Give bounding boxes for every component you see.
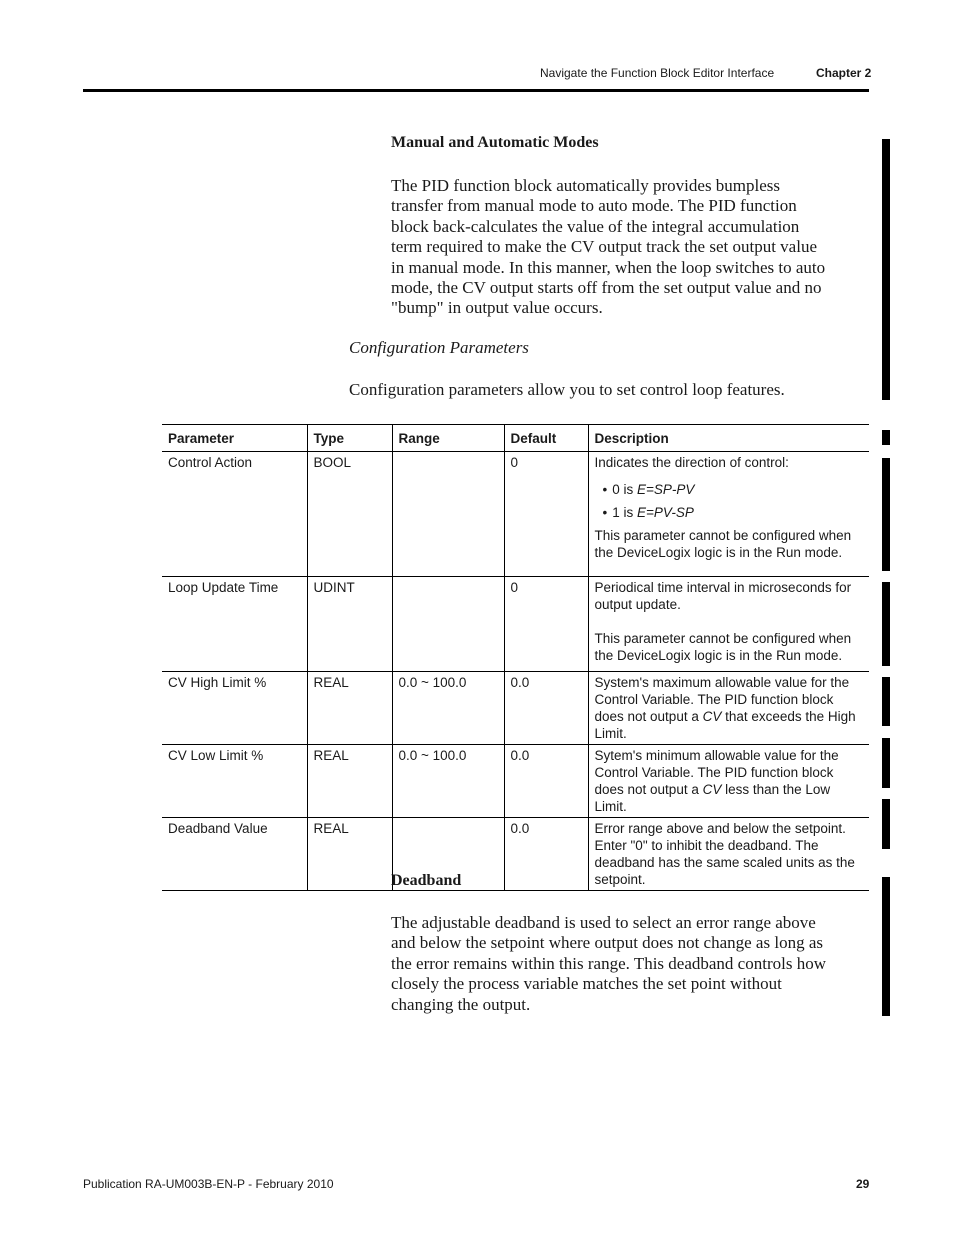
bullet-item [603, 504, 864, 521]
description-text: System's maximum allowable value for the Control Variable. The PID function block does not output a [594, 675, 850, 724]
paragraph-line: The PID function block automatically provides bumpless [391, 176, 781, 195]
cell-type: UDINT [307, 577, 392, 672]
table-row [162, 745, 869, 818]
bullet-formula: E=PV-SP [637, 505, 694, 520]
cell-range: 0.0 ~ 100.0 [392, 672, 504, 745]
change-bar [882, 139, 890, 400]
description-emphasis: CV [702, 709, 722, 724]
cell-type: REAL [307, 672, 392, 745]
cell-range [392, 452, 504, 577]
bullet-item [603, 481, 864, 498]
cell-type: REAL [307, 745, 392, 818]
paragraph-line: closely the process variable matches the set point without [391, 974, 782, 994]
table-row [162, 577, 869, 672]
cell-default: 0.0 [504, 672, 588, 745]
description-text: less than the Low Limit. [594, 782, 831, 814]
description-text: Sytem's minimum allowable value for the Control Variable. The PID function block does not output a [594, 748, 839, 797]
paragraph-line: "bump" in output value occurs. [391, 298, 603, 318]
cell-range [392, 577, 504, 672]
description-text: Periodical time interval in microseconds for output update. [594, 580, 852, 612]
paragraph-line: term required to make the CV output track the set output value [391, 237, 817, 257]
cell-description [588, 672, 869, 745]
cell-range: 0.0 ~ 100.0 [392, 745, 504, 818]
cell-type: BOOL [307, 452, 392, 577]
change-bar [882, 677, 890, 726]
table-row [162, 672, 869, 745]
description-text: Error range above and below the setpoint. Enter "0" to inhibit the deadband. The deadband has the same scaled units as the setpoint. [594, 821, 855, 887]
bullet-prefix: 1 is [612, 505, 637, 520]
description-emphasis: CV [702, 782, 722, 797]
description-note: This parameter cannot be configured when the DeviceLogix logic is in the Run mode. [594, 528, 852, 560]
change-bar [882, 877, 890, 1016]
column-header: Default [504, 425, 588, 452]
cell-description [588, 452, 869, 577]
change-bar [882, 799, 890, 849]
section-heading-manual-auto: Manual and Automatic Modes [391, 134, 599, 151]
cell-default: 0.0 [504, 745, 588, 818]
header-rule [83, 89, 869, 92]
cell-default: 0 [504, 452, 588, 577]
column-header: Parameter [162, 425, 307, 452]
cell-parameter: Control Action [168, 455, 253, 470]
cell-parameter: Loop Update Time [168, 580, 279, 595]
change-bar [882, 430, 890, 445]
paragraph-line: in manual mode. In this manner, when the loop switches to auto [391, 257, 826, 277]
cell-default: 0 [504, 577, 588, 672]
paragraph-line: the error remains within this range. This deadband controls how [391, 953, 826, 973]
paragraph-line: and below the setpoint where output does not change as long as [391, 933, 823, 953]
table-row [162, 818, 869, 891]
column-header: Range [392, 425, 504, 452]
bullet-list [595, 481, 864, 521]
footer-publication: Publication RA-UM003B-EN-P - February 2010 [83, 1177, 334, 1191]
cell-description [588, 745, 869, 818]
change-bar [882, 582, 890, 666]
description-text: that exceeds the High Limit. [594, 709, 856, 741]
change-bar [882, 458, 890, 571]
manual-auto-paragraph [391, 176, 825, 319]
table-row [162, 452, 869, 577]
paragraph-line: block back-calculates the value of the integral accumulation [391, 216, 800, 236]
paragraph-line: changing the output. [391, 994, 531, 1014]
parameter-table [162, 424, 869, 891]
description-text: Indicates the direction of control: [594, 455, 789, 470]
section-heading-deadband: Deadband [391, 872, 462, 889]
cell-description [588, 818, 869, 891]
cell-type: REAL [307, 818, 392, 891]
column-header: Type [307, 425, 392, 452]
config-intro: Configuration parameters allow you to set control loop features. [349, 380, 785, 399]
paragraph-line: The adjustable deadband is used to select an error range above [391, 913, 816, 932]
paragraph-line: transfer from manual mode to auto mode. The PID function [391, 196, 797, 216]
column-header: Description [588, 425, 869, 452]
running-header-title: Navigate the Function Block Editor Interface [540, 66, 775, 80]
page-number: 29 [856, 1177, 870, 1191]
bullet-formula: E=SP-PV [637, 482, 695, 497]
subsection-heading-config: Configuration Parameters [349, 338, 529, 357]
paragraph-line: mode, the CV output starts off from the set output value and no [391, 278, 822, 298]
description-note: This parameter cannot be configured when the DeviceLogix logic is in the Run mode. [594, 631, 852, 663]
deadband-paragraph [391, 913, 826, 1015]
table-header-row [162, 425, 869, 452]
change-bar [882, 738, 890, 788]
cell-parameter: CV Low Limit % [168, 748, 264, 763]
cell-parameter: CV High Limit % [168, 675, 267, 690]
running-header-chapter: Chapter 2 [816, 66, 872, 80]
cell-description [588, 577, 869, 672]
cell-default: 0.0 [504, 818, 588, 891]
bullet-prefix: 0 is [612, 482, 637, 497]
cell-parameter: Deadband Value [168, 821, 268, 836]
